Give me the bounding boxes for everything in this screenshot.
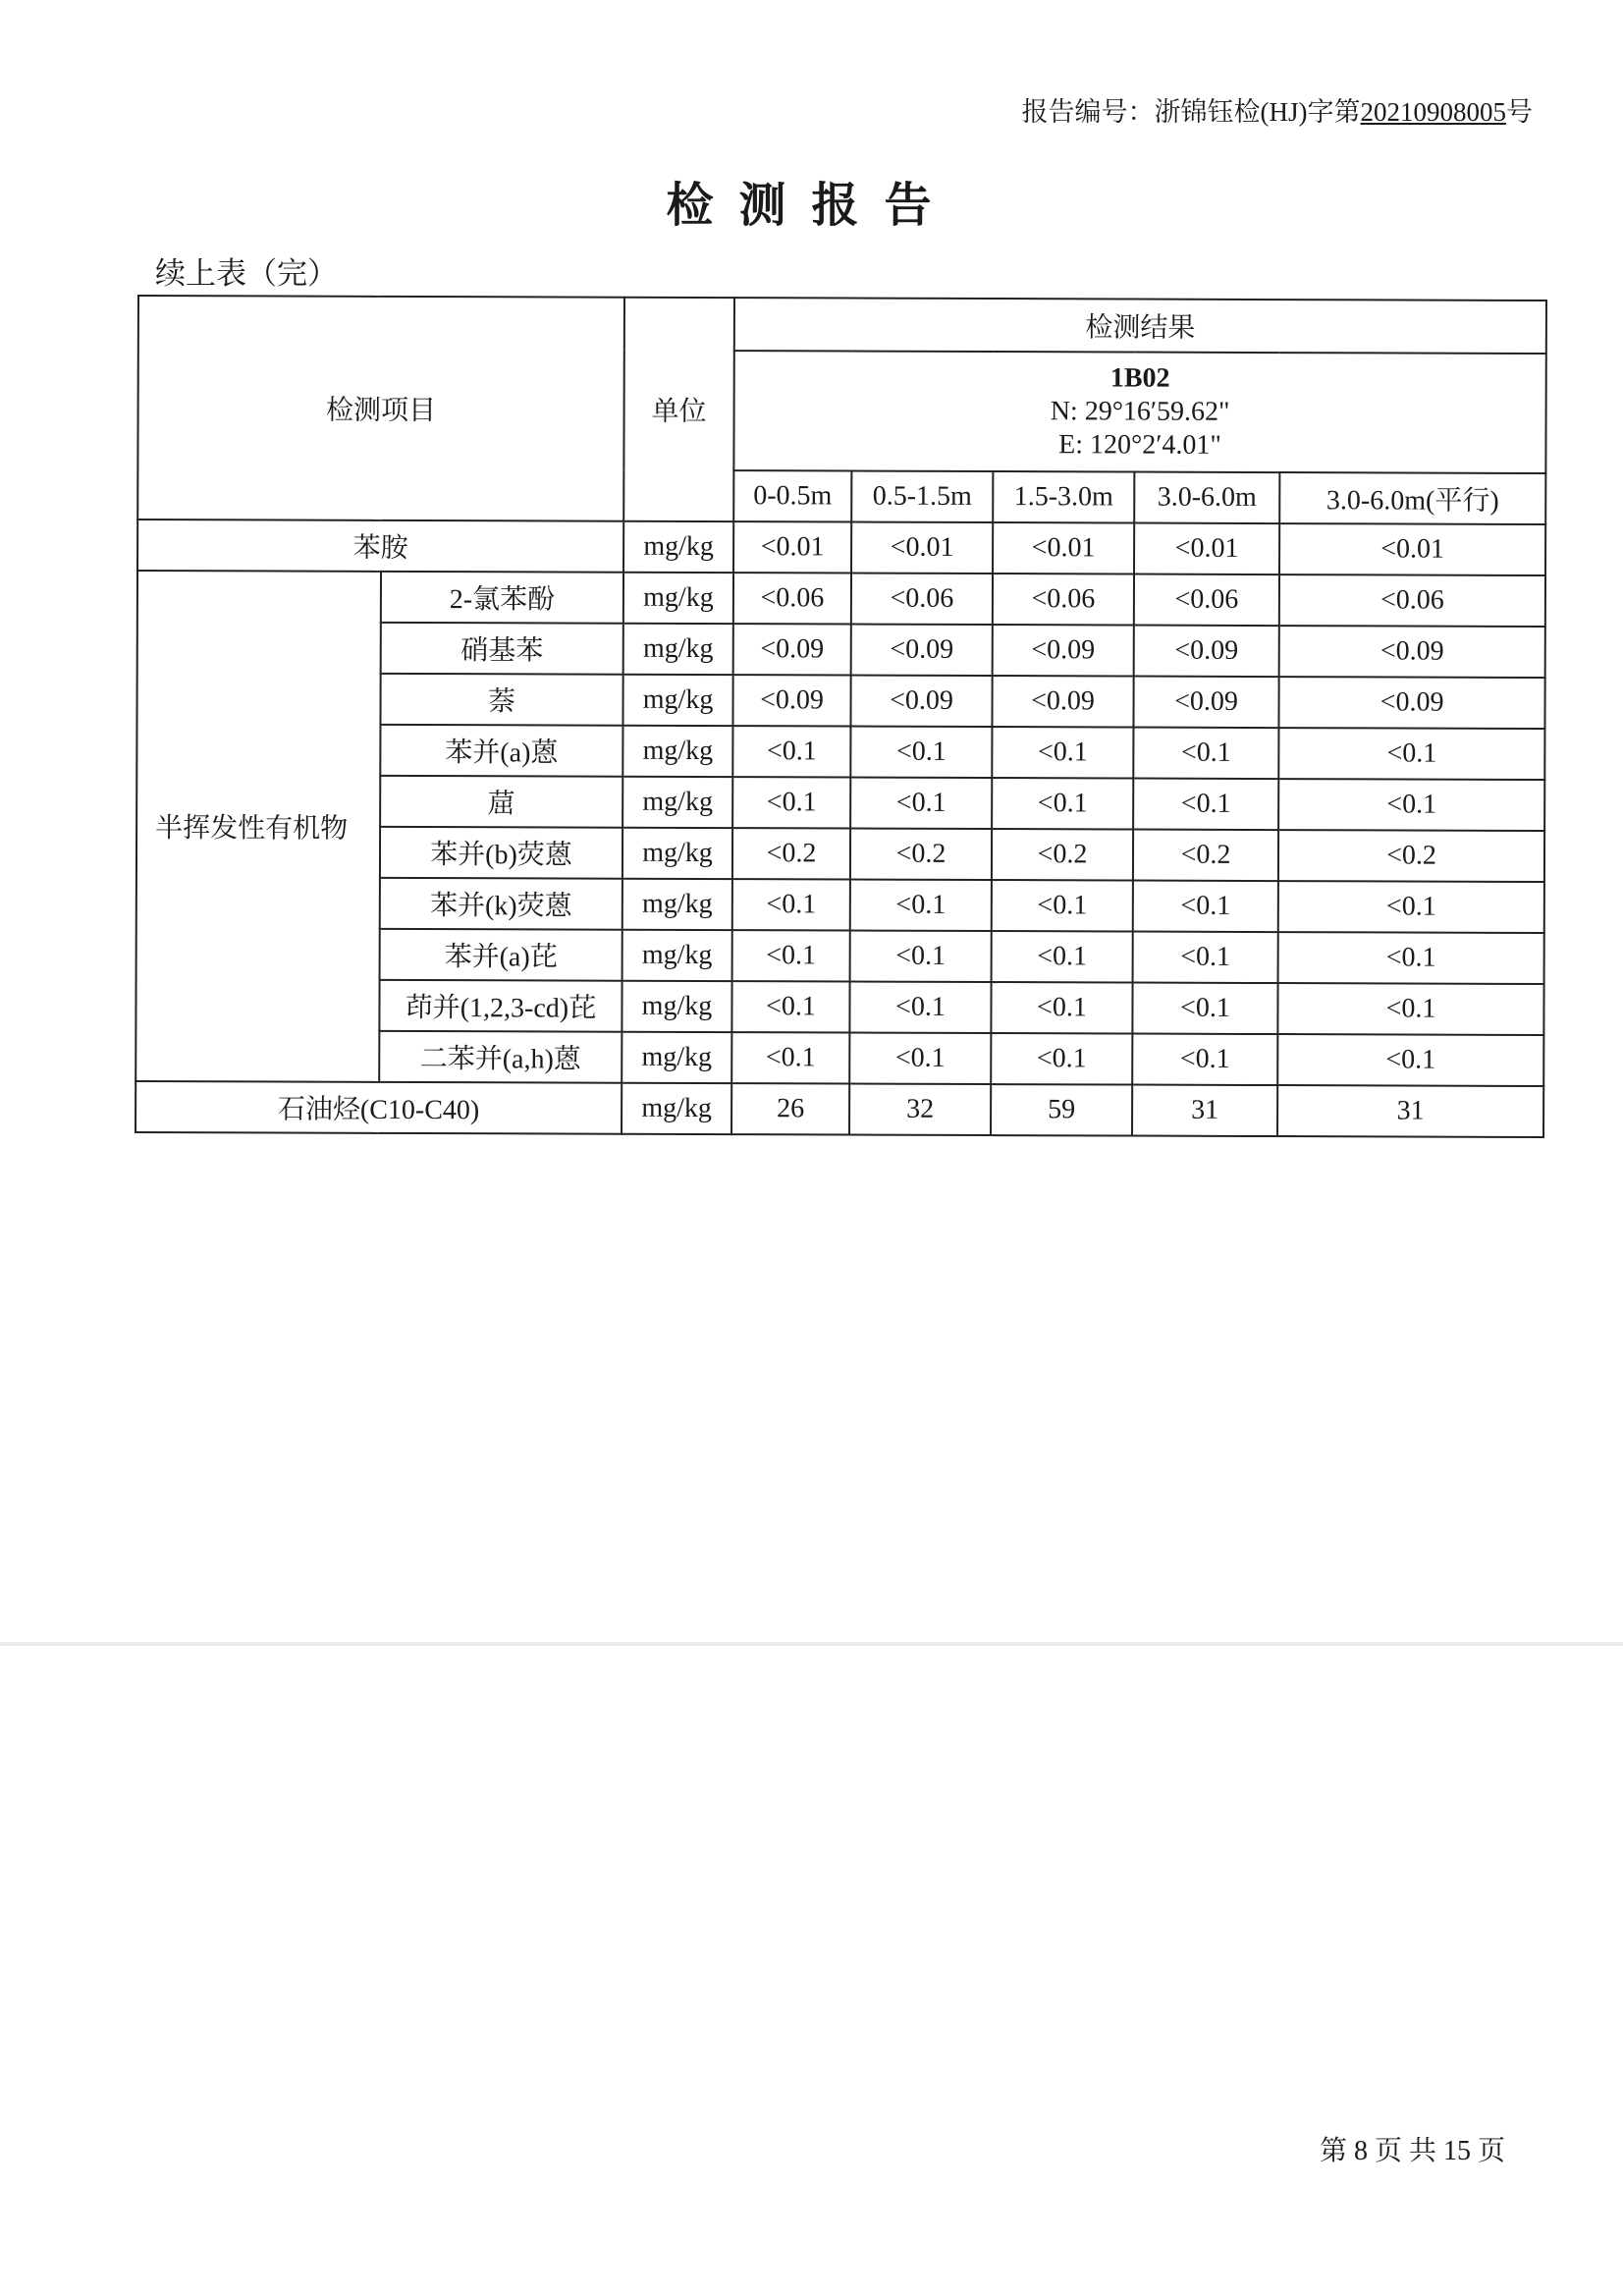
value-cell: <0.2 bbox=[1133, 830, 1278, 882]
value-cell: <0.09 bbox=[732, 675, 850, 726]
item-name-cell: 2-氯苯酚 bbox=[381, 572, 623, 624]
value-cell: <0.1 bbox=[992, 931, 1133, 983]
value-cell: 31 bbox=[1277, 1085, 1543, 1137]
unit-cell: mg/kg bbox=[623, 624, 733, 675]
value-cell: <0.2 bbox=[732, 828, 850, 879]
results-table-body bbox=[135, 296, 1546, 1137]
unit-cell: mg/kg bbox=[622, 675, 732, 726]
continued-label: 续上表（完） bbox=[155, 256, 338, 291]
value-cell: <0.09 bbox=[850, 676, 992, 728]
depth-header-cell: 3.0-6.0m(平行) bbox=[1279, 472, 1545, 524]
scan-divider bbox=[0, 1642, 1623, 1646]
unit-cell: mg/kg bbox=[622, 726, 732, 777]
value-cell: <0.09 bbox=[733, 624, 851, 675]
value-cell: <0.1 bbox=[850, 778, 992, 830]
value-cell: <0.1 bbox=[1133, 881, 1278, 933]
value-cell: <0.09 bbox=[1278, 677, 1544, 729]
value-cell: <0.06 bbox=[1279, 574, 1545, 627]
value-cell: <0.1 bbox=[850, 727, 992, 779]
value-cell: <0.1 bbox=[1277, 983, 1543, 1035]
item-name-cell: 苯并(b)荧蒽 bbox=[380, 827, 622, 879]
unit-cell: mg/kg bbox=[623, 521, 733, 573]
unit-cell: mg/kg bbox=[622, 930, 732, 981]
col-header-item: 检测项目 bbox=[137, 296, 624, 521]
value-cell: <0.1 bbox=[1133, 728, 1278, 780]
value-cell: <0.06 bbox=[733, 573, 851, 624]
item-name-cell: 苯并(a)芘 bbox=[380, 929, 622, 981]
unit-cell: mg/kg bbox=[622, 777, 732, 828]
value-cell: <0.1 bbox=[731, 1032, 849, 1083]
value-cell: <0.1 bbox=[1278, 932, 1544, 984]
value-cell: <0.09 bbox=[993, 625, 1134, 677]
value-cell: <0.1 bbox=[992, 880, 1133, 932]
item-name-cell: 茚并(1,2,3-cd)芘 bbox=[379, 980, 622, 1032]
value-cell: <0.1 bbox=[1278, 881, 1544, 933]
value-cell: <0.1 bbox=[849, 1033, 991, 1085]
value-cell: <0.1 bbox=[732, 726, 850, 777]
value-cell: <0.06 bbox=[1134, 574, 1279, 627]
value-cell: 32 bbox=[849, 1084, 991, 1136]
report-number-suffix: 号 bbox=[1506, 97, 1533, 127]
item-name-cell: 硝基苯 bbox=[381, 623, 623, 675]
value-cell: 31 bbox=[1132, 1085, 1277, 1137]
report-number-line bbox=[1022, 90, 1534, 129]
unit-cell: mg/kg bbox=[622, 1083, 731, 1134]
value-cell: <0.1 bbox=[732, 930, 850, 981]
value-cell: <0.01 bbox=[851, 522, 993, 574]
depth-header-cell: 1.5-3.0m bbox=[993, 471, 1134, 523]
results-table bbox=[135, 295, 1547, 1138]
unit-cell: mg/kg bbox=[622, 981, 731, 1032]
value-cell: <0.2 bbox=[992, 829, 1133, 881]
page-title: 检测报告 bbox=[666, 178, 957, 233]
site-info-cell bbox=[733, 351, 1545, 473]
value-cell: <0.01 bbox=[1134, 523, 1279, 575]
value-cell: <0.2 bbox=[850, 829, 992, 881]
value-cell: <0.2 bbox=[1278, 830, 1544, 882]
value-cell: <0.1 bbox=[849, 982, 991, 1034]
value-cell: <0.1 bbox=[1133, 779, 1278, 831]
value-cell: <0.09 bbox=[1279, 626, 1545, 678]
report-number-value: 20210908005 bbox=[1360, 97, 1506, 127]
site-longitude: E: 120°2′4.01" bbox=[1058, 429, 1221, 461]
col-header-result: 检测结果 bbox=[734, 298, 1546, 354]
value-cell: <0.01 bbox=[1279, 523, 1545, 575]
item-name-cell: 二苯并(a,h)蒽 bbox=[379, 1031, 622, 1083]
value-cell: <0.06 bbox=[993, 574, 1134, 626]
value-cell: <0.09 bbox=[851, 625, 993, 677]
item-name-cell: 苯胺 bbox=[137, 519, 623, 573]
depth-header-cell: 0.5-1.5m bbox=[851, 471, 993, 523]
item-name-cell: 䓛 bbox=[380, 776, 622, 828]
value-cell: <0.09 bbox=[992, 676, 1133, 728]
item-name-cell: 苯并(k)荧蒽 bbox=[380, 878, 622, 930]
depth-header-cell: 3.0-6.0m bbox=[1134, 472, 1279, 524]
group-name-cell: 半挥发性有机物 bbox=[135, 571, 381, 1082]
value-cell: <0.1 bbox=[1133, 932, 1278, 984]
value-cell: <0.1 bbox=[1132, 983, 1277, 1035]
value-cell: <0.1 bbox=[992, 778, 1133, 830]
value-cell: <0.01 bbox=[993, 522, 1134, 574]
unit-cell: mg/kg bbox=[622, 1032, 731, 1083]
table-row bbox=[137, 519, 1545, 575]
unit-cell: mg/kg bbox=[622, 879, 732, 930]
value-cell: <0.1 bbox=[991, 982, 1132, 1034]
value-cell: <0.1 bbox=[1132, 1034, 1277, 1086]
value-cell: <0.1 bbox=[850, 931, 992, 983]
value-cell: <0.1 bbox=[991, 1033, 1132, 1085]
page-footer: 第 8 页 共 15 页 bbox=[1319, 2136, 1505, 2166]
report-number-prefix: 报告编号：浙锦钰检(HJ)字第 bbox=[1021, 97, 1361, 127]
header-row-1 bbox=[138, 296, 1546, 354]
value-cell: <0.06 bbox=[851, 574, 993, 626]
item-name-cell: 石油烃(C10-C40) bbox=[135, 1081, 622, 1134]
depth-header-cell: 0-0.5m bbox=[733, 470, 851, 521]
site-latitude: N: 29°16′59.62" bbox=[1050, 396, 1230, 427]
value-cell: <0.1 bbox=[992, 727, 1133, 779]
table-row bbox=[135, 1081, 1543, 1137]
unit-cell: mg/kg bbox=[622, 828, 732, 879]
value-cell: <0.1 bbox=[731, 981, 849, 1032]
value-cell: <0.09 bbox=[1133, 677, 1278, 729]
value-cell: <0.09 bbox=[1134, 626, 1279, 678]
site-id: 1B02 bbox=[1109, 362, 1170, 394]
value-cell: <0.1 bbox=[1278, 779, 1544, 831]
value-cell: <0.1 bbox=[850, 880, 992, 932]
col-header-unit: 单位 bbox=[623, 298, 734, 521]
value-cell: <0.01 bbox=[733, 521, 851, 573]
value-cell: <0.1 bbox=[732, 879, 850, 930]
value-cell: <0.1 bbox=[1278, 728, 1544, 780]
item-name-cell: 苯并(a)蒽 bbox=[380, 725, 622, 777]
unit-cell: mg/kg bbox=[623, 573, 733, 624]
value-cell: <0.1 bbox=[1277, 1034, 1543, 1086]
value-cell: 26 bbox=[731, 1083, 849, 1134]
value-cell: <0.1 bbox=[732, 777, 850, 828]
item-name-cell: 萘 bbox=[380, 674, 622, 726]
table-row bbox=[137, 571, 1545, 627]
value-cell: 59 bbox=[991, 1084, 1132, 1136]
